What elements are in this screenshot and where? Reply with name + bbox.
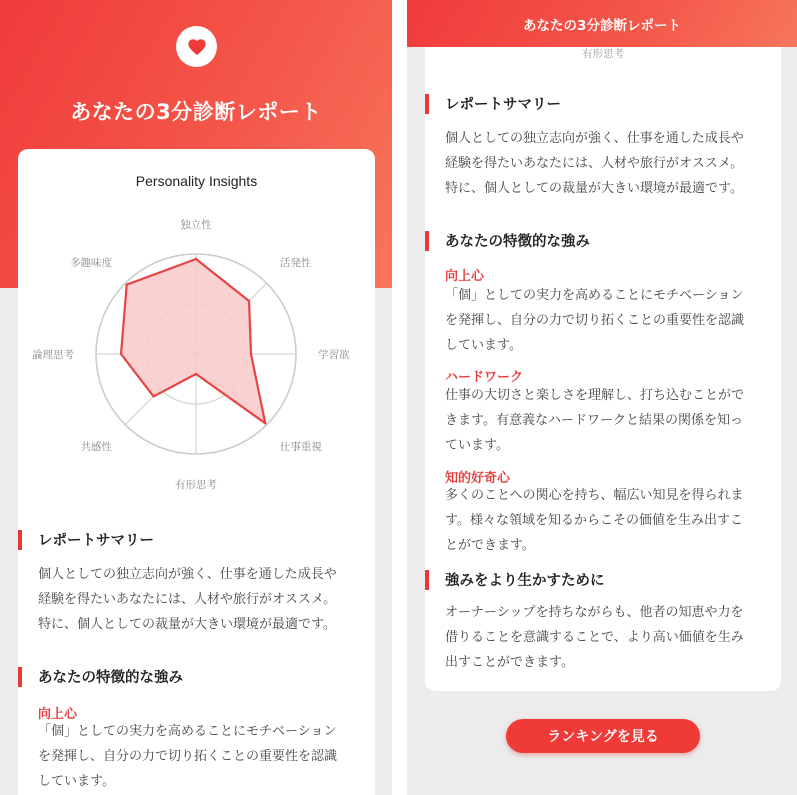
radar-axis-label: 有形思考 xyxy=(175,479,217,491)
summary-heading xyxy=(18,529,154,550)
radar-point xyxy=(250,353,252,355)
radar-axis-label: 学習欲 xyxy=(318,349,350,361)
strength-text xyxy=(445,383,744,458)
heart-icon xyxy=(187,38,207,56)
report-screen-scrolled[interactable] xyxy=(407,0,797,795)
strength-line: 仕事の大切さと楽しさを理解し、打ち込むことがで xyxy=(445,388,745,403)
heading-accent-bar xyxy=(18,667,22,687)
strengths-heading xyxy=(425,230,590,251)
heart-badge xyxy=(176,26,217,67)
strength-text xyxy=(445,483,743,558)
radar-axis-label: 多趣味度 xyxy=(70,257,113,270)
radar-point xyxy=(264,422,266,424)
strength-line: とができます。 xyxy=(445,538,535,553)
strength-line: を発揮し、自分の力で切り拓くことの重要性を認識 xyxy=(38,749,338,764)
strength-text xyxy=(445,283,744,358)
summary-line: 経験を得たいあなたには、人材や旅行がオススメ。 xyxy=(445,156,744,171)
report-screen-top xyxy=(0,0,392,795)
radar-series-area xyxy=(121,259,265,423)
radar-point xyxy=(152,395,154,397)
summary-line: 個人としての独立志向が強く、仕事を通した成長や xyxy=(38,567,337,582)
summary-text xyxy=(38,562,337,637)
leverage-heading-text: 強みをより生かすために xyxy=(445,573,605,589)
summary-line: 経験を得たいあなたには、人材や旅行がオススメ。 xyxy=(38,592,337,607)
strength-line: 「個」としての実力を高めることにモチベーション xyxy=(38,724,337,739)
page-title: あなたの3分診断レポート xyxy=(70,100,322,124)
summary-heading-text: レポートサマリー xyxy=(445,97,561,113)
report-card xyxy=(18,149,375,795)
sticky-header-title: あなたの3分診断レポート xyxy=(523,17,681,34)
strength-line: 多くのことへの関心を持ち、幅広い知見を得られま xyxy=(445,488,744,503)
radar-chart xyxy=(18,201,375,501)
strength-line: しています。 xyxy=(445,338,522,353)
strength-line: す。様々な領域を知るからこその価値を生み出すこ xyxy=(445,513,743,528)
radar-axis-label: 独立性 xyxy=(180,219,212,231)
strength-title: 知的好奇心 xyxy=(445,471,511,486)
strength-text xyxy=(38,719,337,794)
radar-point xyxy=(126,284,128,286)
leverage-line: オーナーシップを持ちながらも、他者の知恵や力を xyxy=(445,605,744,620)
summary-line: 個人としての独立志向が強く、仕事を通した成長や xyxy=(445,131,744,146)
radar-axis-label: 仕事重視 xyxy=(279,440,322,453)
heading-accent-bar xyxy=(18,530,22,550)
heading-accent-bar xyxy=(425,94,429,114)
strength-line: ています。 xyxy=(445,438,509,453)
radar-axis-label: 共感性 xyxy=(80,440,113,453)
sticky-header xyxy=(407,0,797,47)
view-ranking-button[interactable]: ランキングを見る xyxy=(506,719,700,753)
strength-line: きます。有意義なハードワークと結果の関係を知っ xyxy=(445,413,743,428)
heading-accent-bar xyxy=(425,570,429,590)
summary-heading-text: レポートサマリー xyxy=(38,533,154,549)
summary-text xyxy=(445,126,744,201)
strength-title: 向上心 xyxy=(445,269,485,284)
radar-axis-label-cut: 有形思考 xyxy=(582,48,624,60)
radar-point xyxy=(248,300,250,302)
summary-line: 特に、個人としての裁量が大きい環境が最適です。 xyxy=(38,617,336,632)
strengths-heading xyxy=(18,666,183,687)
strength-line: 「個」としての実力を高めることにモチベーション xyxy=(445,288,744,303)
leverage-heading xyxy=(425,569,605,590)
leverage-line: 出すことができます。 xyxy=(445,655,574,670)
strength-title: ハードワーク xyxy=(445,370,524,385)
report-card xyxy=(425,0,781,691)
leverage-line: 借りることを意識することで、より高い価値を生み xyxy=(445,630,744,645)
leverage-text xyxy=(445,600,744,675)
radar-point xyxy=(195,373,197,375)
radar-axis-label: 活発性 xyxy=(279,257,312,270)
screen-gutter xyxy=(392,0,407,795)
radar-point xyxy=(120,353,122,355)
strength-title: 向上心 xyxy=(38,707,78,722)
strengths-heading-text: あなたの特徴的な強み xyxy=(445,234,590,250)
strengths-heading-text: あなたの特徴的な強み xyxy=(38,670,183,686)
radar-axis-label: 論理思考 xyxy=(32,349,74,361)
summary-line: 特に、個人としての裁量が大きい環境が最適です。 xyxy=(445,181,743,196)
heading-accent-bar xyxy=(425,231,429,251)
summary-heading xyxy=(425,93,561,114)
strength-line: を発揮し、自分の力で切り拓くことの重要性を認識 xyxy=(445,313,745,328)
chart-title: Personality Insights xyxy=(135,173,258,189)
strength-line: しています。 xyxy=(38,774,115,789)
radar-point xyxy=(195,258,197,260)
